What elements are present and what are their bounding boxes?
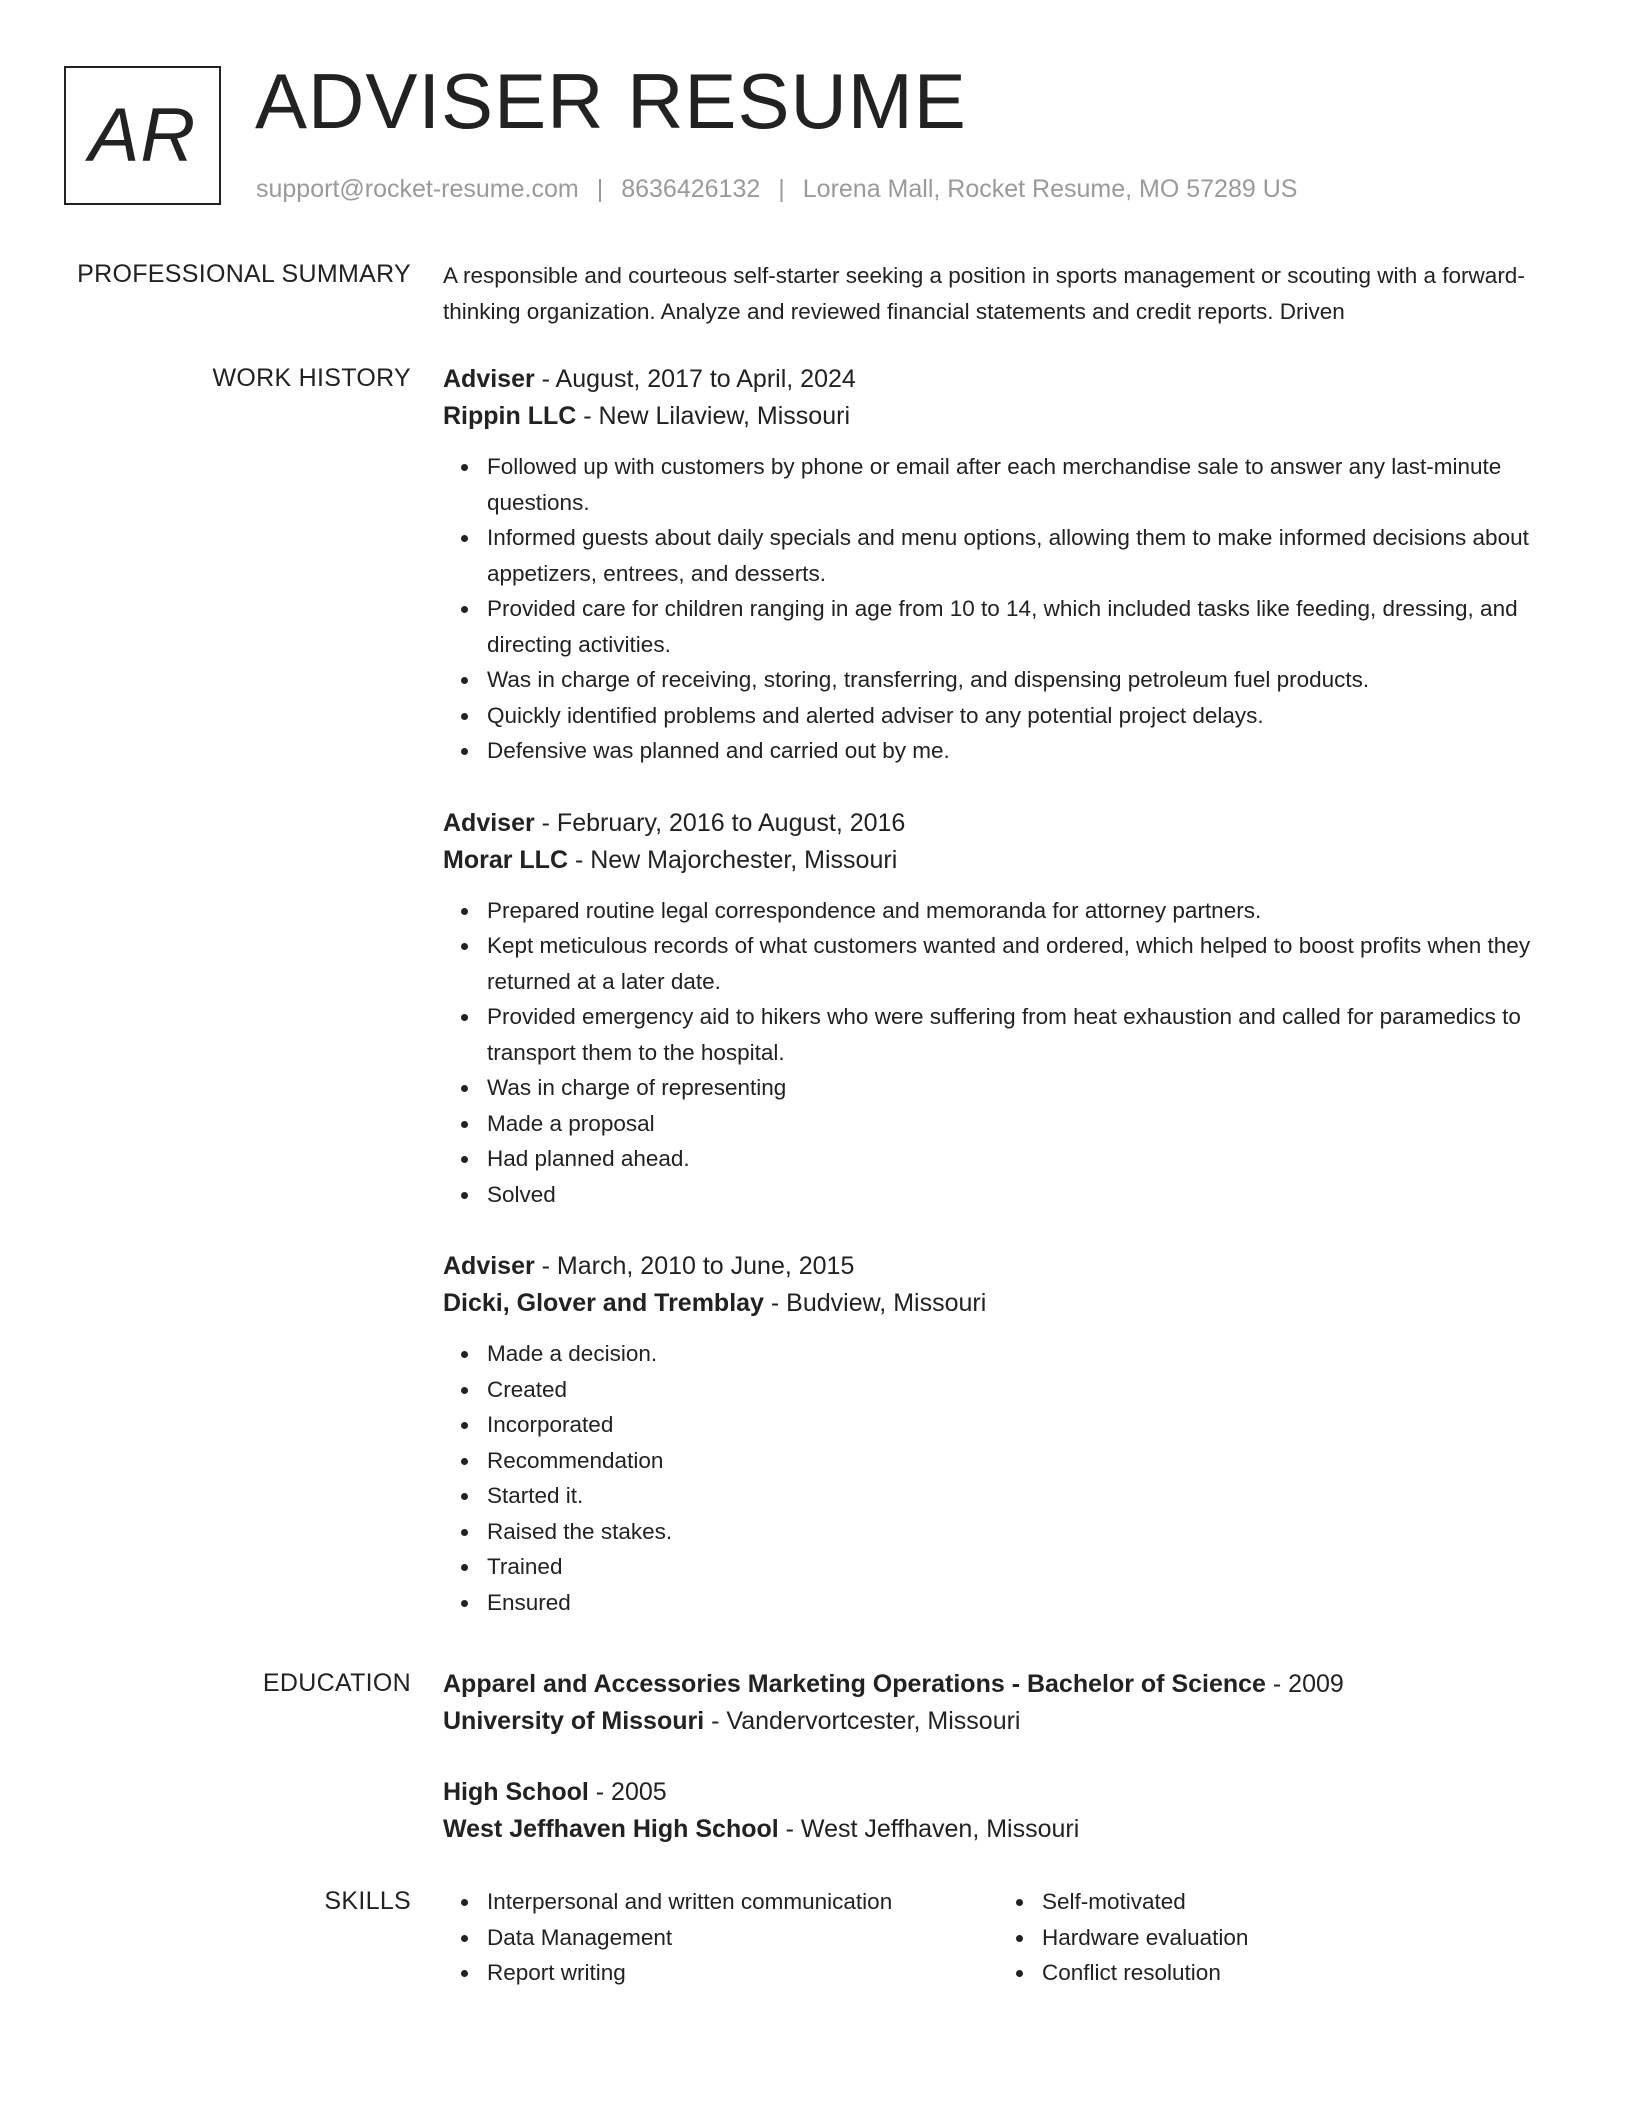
job-entry <box>443 805 1553 1213</box>
list-item: Recommendation <box>487 1443 1553 1479</box>
job-company: Rippin LLC <box>443 402 577 430</box>
skill-item: Conflict resolution <box>1042 1955 1553 1991</box>
list-item: Ensured <box>487 1585 1553 1621</box>
education-school-line <box>443 1811 1553 1848</box>
skill-item: Hardware evaluation <box>1042 1920 1553 1956</box>
list-item: Followed up with customers by phone or email after each merchandise sale to answer any last-minute questions. <box>487 449 1553 520</box>
skill-item: Self-motivated <box>1042 1884 1553 1920</box>
list-item: Solved <box>487 1177 1553 1213</box>
job-company: Dicki, Glover and Tremblay <box>443 1289 764 1317</box>
contact-separator: | <box>778 175 785 203</box>
job-location: - New Majorchester, Missouri <box>568 845 898 874</box>
education-entry <box>443 1666 1553 1740</box>
job-location: - New Lilaview, Missouri <box>576 402 850 430</box>
education-degree: Apparel and Accessories Marketing Operations - Bachelor of Science <box>443 1670 1266 1698</box>
skill-item: Interpersonal and written communication <box>487 1884 998 1920</box>
list-item: Defensive was planned and carried out by me. <box>487 733 1553 769</box>
skills-list-right <box>998 1884 1553 1991</box>
job-title: Adviser <box>443 808 535 837</box>
skills-columns <box>443 1884 1553 1991</box>
education-school: West Jeffhaven High School <box>443 1815 779 1843</box>
education-school-line <box>443 1703 1553 1740</box>
summary-text: A responsible and courteous self-starter seeking a position in sports management or scouting with a forward-thinking organization. Analyze and reviewed financial statements and credit reports. Driven <box>443 263 1525 324</box>
job-bullets <box>443 893 1553 1213</box>
job-bullets <box>443 1336 1553 1620</box>
list-item: Was in charge of representing <box>487 1070 1553 1106</box>
education-entry <box>443 1774 1553 1848</box>
job-location: - Budview, Missouri <box>763 1289 987 1317</box>
list-item: Was in charge of receiving, storing, transferring, and dispensing petroleum fuel products. <box>487 662 1553 698</box>
job-title: Adviser <box>443 365 535 393</box>
contact-address: Lorena Mall, Rocket Resume, MO 57289 US <box>802 175 1298 203</box>
list-item: Had planned ahead. <box>487 1141 1553 1177</box>
contact-separator: | <box>596 175 604 203</box>
job-title-line <box>443 1248 1553 1285</box>
skill-item: Report writing <box>487 1955 998 1991</box>
job-title: Adviser <box>443 1252 535 1280</box>
job-company-line <box>443 1285 1553 1322</box>
list-item: Started it. <box>487 1478 1553 1514</box>
list-item: Informed guests about daily specials and menu options, allowing them to make informed decisions about appetizers, entrees, and desserts. <box>487 520 1553 591</box>
contact-line <box>256 172 1297 206</box>
job-company-line <box>443 842 1553 879</box>
job-company: Morar LLC <box>443 845 568 874</box>
list-item: Raised the stakes. <box>487 1514 1553 1550</box>
education-location: - West Jeffhaven, Missouri <box>778 1815 1080 1843</box>
job-dates: - February, 2016 to August, 2016 <box>534 808 906 837</box>
job-dates: - March, 2010 to June, 2015 <box>534 1252 855 1280</box>
list-item: Provided emergency aid to hikers who were suffering from heat exhaustion and called for paramedics to transport them to the hospital. <box>487 999 1553 1070</box>
job-company-line <box>443 398 1553 435</box>
resume-title: ADVISER RESUME <box>255 57 967 145</box>
job-dates: - August, 2017 to April, 2024 <box>534 365 856 393</box>
list-item: Prepared routine legal correspondence and memoranda for attorney partners. <box>487 893 1553 929</box>
education-degree-line <box>443 1774 1553 1811</box>
contact-email: support@rocket-resume.com <box>256 175 579 203</box>
section-heading-skills: SKILLS <box>324 1887 411 1915</box>
job-entry <box>443 1248 1553 1620</box>
skill-item: Data Management <box>487 1920 998 1956</box>
list-item: Provided care for children ranging in age from 10 to 14, which included tasks like feeding, dressing, and directing activities. <box>487 591 1553 662</box>
list-item: Trained <box>487 1549 1553 1585</box>
education-degree: High School <box>443 1778 589 1806</box>
list-item: Made a decision. <box>487 1336 1553 1372</box>
education-year: - 2005 <box>588 1778 667 1806</box>
list-item: Made a proposal <box>487 1106 1553 1142</box>
section-heading-summary: PROFESSIONAL SUMMARY <box>77 260 411 288</box>
job-title-line <box>443 805 1553 842</box>
contact-phone: 8636426132 <box>621 175 761 203</box>
education-year: - 2009 <box>1265 1670 1344 1698</box>
job-title-line <box>443 361 1553 398</box>
monogram-logo: AR <box>64 66 221 205</box>
job-bullets <box>443 449 1553 769</box>
education-school: University of Missouri <box>443 1707 705 1735</box>
section-heading-education: EDUCATION <box>262 1669 411 1697</box>
list-item: Quickly identified problems and alerted adviser to any potential project delays. <box>487 698 1553 734</box>
resume-header <box>0 0 1632 240</box>
education-location: - Vandervortcester, Missouri <box>704 1707 1021 1735</box>
list-item: Created <box>487 1372 1553 1408</box>
education-degree-line <box>443 1666 1553 1703</box>
section-heading-work-history: WORK HISTORY <box>212 364 411 392</box>
skills-list-left <box>443 1884 998 1991</box>
list-item: Incorporated <box>487 1407 1553 1443</box>
job-entry <box>443 361 1553 769</box>
list-item: Kept meticulous records of what customers wanted and ordered, which helped to boost profits when they returned at a later date. <box>487 928 1553 999</box>
